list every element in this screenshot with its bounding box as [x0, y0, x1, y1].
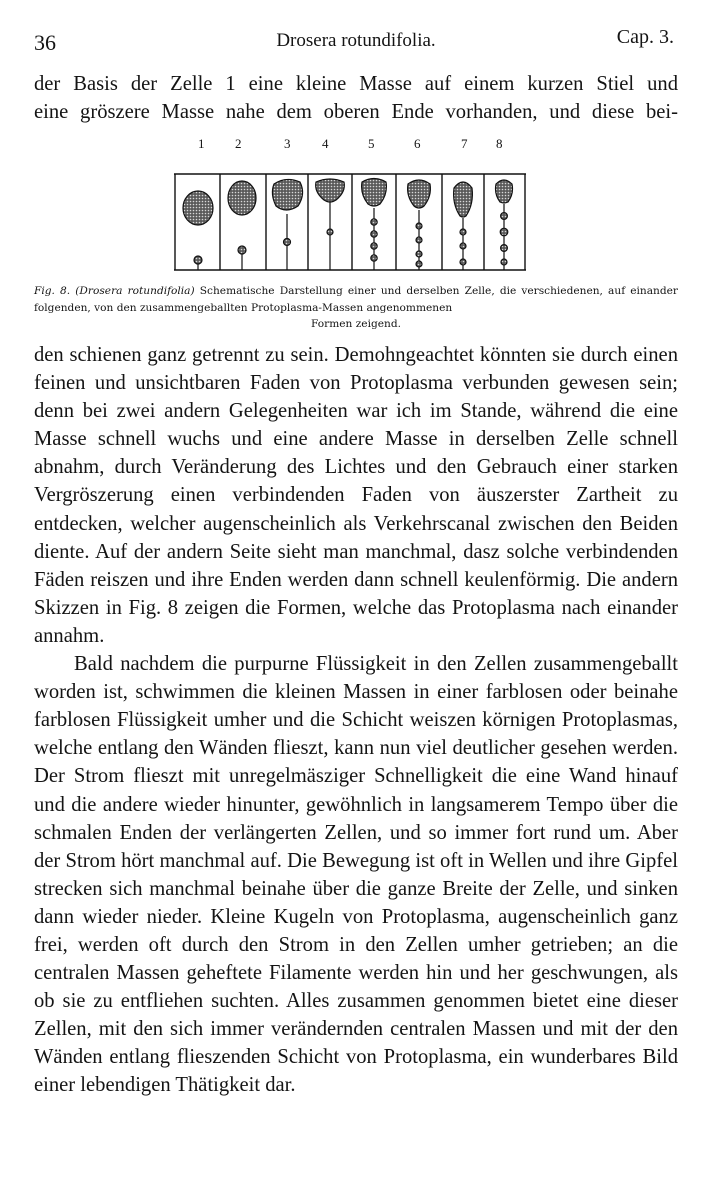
panel-number: 6 — [414, 136, 421, 151]
panel-number: 5 — [368, 136, 375, 151]
caption-label: Fig. 8. — [34, 285, 71, 297]
top-paragraph — [34, 70, 678, 126]
cell-3 — [272, 179, 302, 270]
panel-number: 3 — [284, 136, 291, 151]
cell-5 — [362, 179, 387, 271]
text-line: eine gröszere Masse nahe dem oberen Ende vorhanden, und diese bei- — [34, 101, 678, 124]
page-number: 36 — [34, 30, 56, 55]
cell-6 — [408, 180, 431, 270]
running-head — [34, 26, 678, 56]
cell-8 — [496, 180, 513, 270]
caption-last-line: Formen zeigend. — [311, 318, 401, 330]
cell-2 — [228, 181, 256, 270]
cell-1 — [183, 191, 213, 270]
running-title: Drosera rotundifolia. — [276, 30, 436, 51]
cell-7 — [454, 182, 473, 270]
panel-number: 4 — [322, 136, 329, 151]
chapter-label: Cap. 3. — [616, 26, 674, 48]
panel-number: 8 — [496, 136, 503, 151]
figure-caption — [34, 283, 678, 333]
cell-illustration — [174, 170, 526, 274]
panel-number: 7 — [461, 136, 468, 151]
paragraph: den schienen ganz getrennt zu sein. Demohngeachtet könnten sie durch einen feinen und unsichtbaren Faden von Protoplasma verbunden gewesen sein; denn bei zwei andern Gelegenheiten war ich im Stande, während die eine Masse schnell wuchs und eine andere Masse in derselben Zelle schnell abnahm, durch Veränderung des Lichtes und den Gebrauch einer starken Vergröszerung einen verbindenden Faden von äuszerster Zartheit zu entdecken, welcher augenscheinlich als Verkehrscanal zwischen den Beiden diente. Auf der andern Seite sieht man manchmal, dasz solche verbindenden Fäden reiszen und ihre Enden werden dann schnell keulenförmig. Die andern Skizzen in Fig. 8 zeigen die Formen, welche das Protoplasma nach einander annahm. — [34, 344, 678, 647]
main-text — [34, 341, 678, 1100]
cell-4 — [316, 179, 345, 270]
paragraph: Bald nachdem die purpurne Flüssigkeit in den Zellen zusammengeballt worden ist, schwimmen die kleinen Massen in einer farblosen oder beinahe farblosen Flüssigkeit umher und die Schicht weiszen körnigen Protoplasmas, welche entlang den Wänden flieszt, kann nun viel deutlicher gesehen werden. Der Strom flieszt mit unregelmäsziger Schnelligkeit die eine Wand hinauf und die andere wieder hinunter, gewöhnlich in langsamerem Tempo über die schmalen Enden der verlängerten Zellen, und so immer fort rund um. Aber der Strom hört manchmal auf. Die Bewegung ist oft in Wellen und ihre Gipfel strecken sich manchmal beinahe über die ganze Breite der Zelle, und sinken dann wieder nieder. Kleine Kugeln von Protoplasma, augenscheinlich ganz frei, werden oft durch den Strom in den Zellen umher getrieben; an die centralen Massen geheftete Filamente werden hin und her geschwungen, als ob sie zu entfliehen suchten. Alles zusammen genommen bietet eine dieser Zellen, mit den sich immer verändernden centralen Massen und mit der den Wänden entlang flieszenden Schicht von Protoplasma, ein wunderbares Bild einer lebendigen Thätigkeit dar. — [34, 653, 678, 1097]
panel-number: 1 — [198, 136, 205, 151]
caption-text: Schematische Darstellung einer und derselben Zelle, die verschiedenen, auf einander folgenden, von den zusammengeballten Protoplasma-Massen angenommenen — [34, 285, 678, 314]
text-line: der Basis der Zelle 1 eine kleine Masse auf einem kurzen Stiel und — [34, 73, 678, 95]
caption-species: (Drosera rotundifolia) — [75, 285, 195, 297]
panel-number: 2 — [235, 136, 242, 151]
figure-panel-numbers — [172, 136, 532, 156]
